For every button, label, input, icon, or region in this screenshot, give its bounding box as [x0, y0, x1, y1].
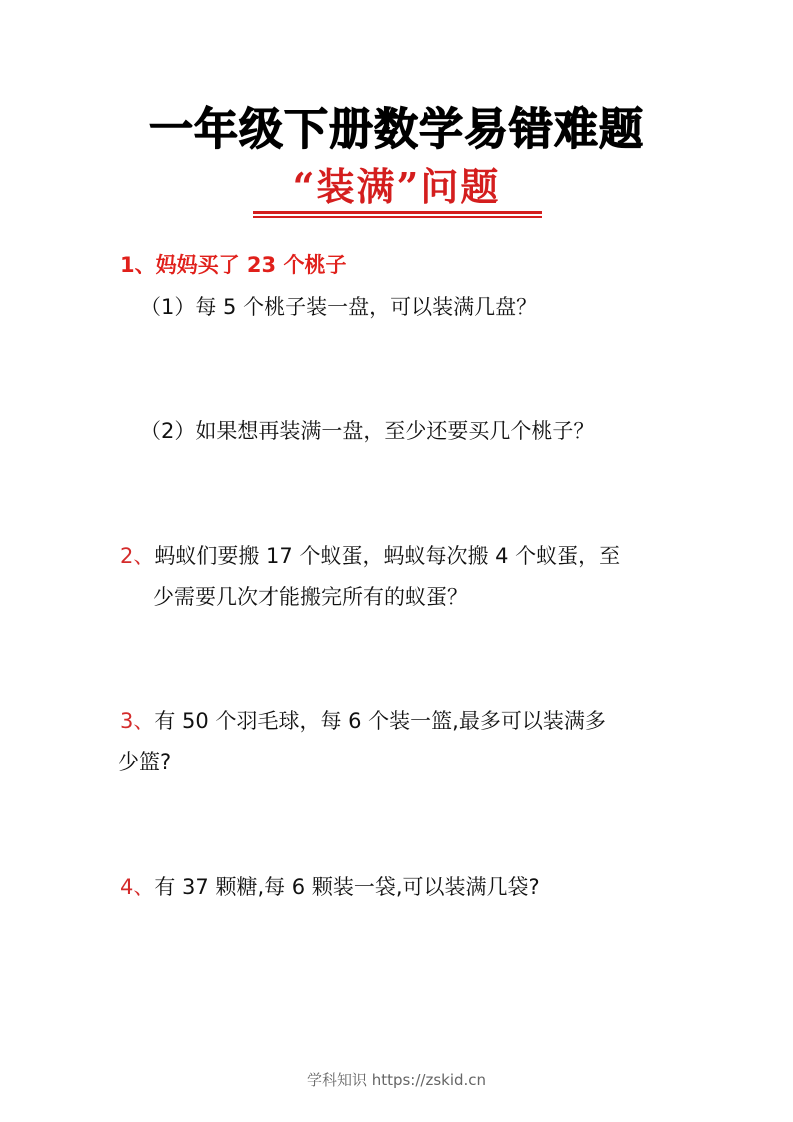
- question-1-heading: [120, 250, 346, 280]
- question-3-line-1: [120, 706, 606, 736]
- page-title: 一年级下册数学易错难题: [149, 104, 644, 155]
- question-2-number: 2、: [120, 544, 155, 568]
- question-1-number: 1、: [120, 253, 156, 277]
- footer-watermark: 学科知识 https://zskid.cn: [306, 1071, 487, 1089]
- question-4-text-1: 有 37 颗糖,每 6 颗装一袋,可以装满几袋?: [154, 875, 540, 899]
- question-1-part-1: （1）每 5 个桃子装一盘，可以装满几盘？: [140, 295, 538, 319]
- page-subtitle: “装满”问题: [292, 164, 501, 209]
- underline-thick: [253, 211, 542, 214]
- question-4-line-1: [120, 872, 540, 902]
- question-3-text-1: 有 50 个羽毛球，每 6 个装一篮,最多可以装满多: [154, 709, 606, 733]
- question-2-line-1: [120, 541, 620, 571]
- question-4-number: 4、: [120, 875, 155, 899]
- question-2-line-2: 少需要几次才能搬完所有的蚁蛋？: [153, 585, 468, 609]
- question-1-heading-text: 妈妈买了 23 个桃子: [155, 253, 347, 277]
- underline-thin: [253, 216, 542, 218]
- question-2-text-1: 蚂蚁们要搬 17 个蚁蛋，蚂蚁每次搬 4 个蚁蛋，至: [154, 544, 621, 568]
- subtitle-double-underline: [253, 211, 542, 218]
- question-1-part-2: （2）如果想再装满一盘，至少还要买几个桃子？: [140, 419, 595, 443]
- question-3-number: 3、: [120, 709, 155, 733]
- question-3-line-2: 少篮?: [118, 750, 172, 774]
